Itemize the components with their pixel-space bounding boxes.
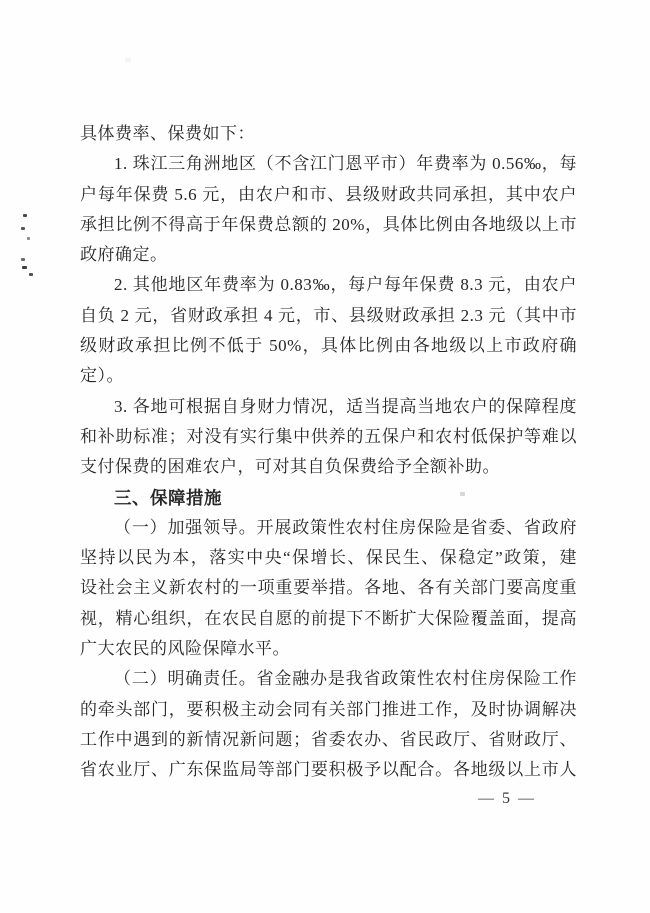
text-line: （二）明确责任。省金融办是我省政策性农村住房保险工作 [114,669,577,689]
text-line: 自负 2 元，省财政承担 4 元，市、县级财政承担 2.3 元（其中市 [80,305,577,325]
text-line: 定）。 [80,366,124,386]
scan-speck [23,214,27,217]
scan-speck [29,273,33,276]
text-line: 广大农民的风险保障水平。 [80,639,290,659]
scan-speck [21,258,25,261]
text-line: 3. 各地可根据自身财力情况，适当提高当地农户的保障程度 [114,396,577,416]
text-line: 设社会主义新农村的一项重要举措。各地、各有关部门要高度重 [80,578,577,598]
text-line: 具体费率、保费如下： [80,124,255,143]
text-line: 2. 其他地区年费率为 0.83‰，每户每年保费 8.3 元，由农户 [114,275,577,295]
text-line: 政府确定。 [80,245,168,265]
section-heading: 三、保障措施 [114,487,222,508]
text-line: 支付保费的困难农户，可对其自负保费给予全额补助。 [80,457,500,477]
document-text-block [80,119,577,786]
page-number: — 5 — [478,790,536,807]
text-line: 1. 珠江三角洲地区（不含江门恩平市）年费率为 0.56‰，每 [114,154,577,174]
text-line: （一）加强领导。开展政策性农村住房保险是省委、省政府 [114,517,577,537]
scan-speck [125,58,131,62]
scan-speck [22,266,27,269]
text-line: 承担比例不得高于年保费总额的 20%，具体比例由各地级以上市 [80,214,577,234]
text-line: 工作中遇到的新情况新问题；省委农办、省民政厅、省财政厅、 [80,729,577,749]
text-line: 省农业厅、广东保监局等部门要积极予以配合。各地级以上市人 [80,760,577,780]
scan-speck [460,492,465,496]
scan-speck [27,237,30,240]
text-line: 视，精心组织，在农民自愿的前提下不断扩大保险覆盖面，提高 [80,608,577,628]
text-line: 户每年保费 5.6 元，由农户和市、县级财政共同承担，其中农户 [80,184,577,204]
scan-speck [21,227,25,230]
text-line: 和补助标准；对没有实行集中供养的五保户和农村低保护等难以 [80,426,577,446]
text-line: 的牵头部门，要积极主动会同有关部门推进工作，及时协调解决 [80,699,577,719]
text-line: 级财政承担比例不低于 50%，具体比例由各地级以上市政府确 [80,336,577,356]
text-line: 坚持以民为本，落实中央“保增长、保民生、保稳定”政策，建 [80,548,577,568]
